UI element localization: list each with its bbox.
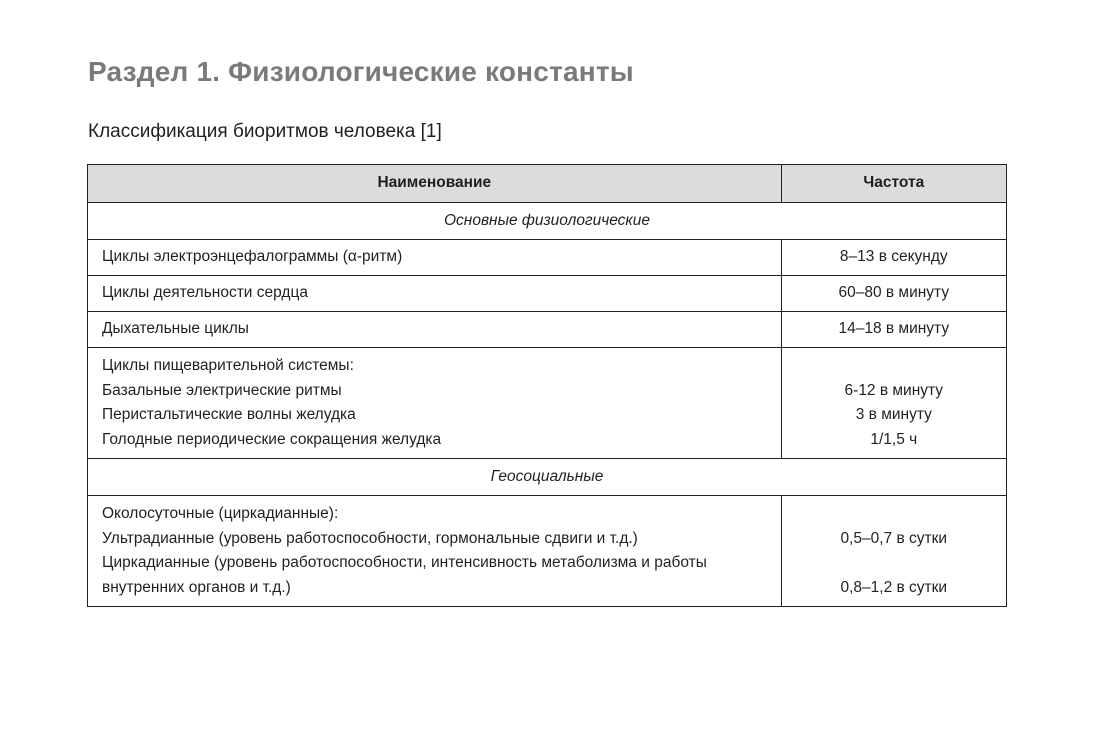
row-frequency-line: 0,5–0,7 в сутки	[840, 529, 948, 547]
table-row	[88, 276, 1007, 312]
row-name-line: Циклы пищеварительной системы:	[102, 357, 354, 374]
table-row	[88, 496, 1007, 607]
row-frequency: 8–13 в секунду	[781, 240, 1006, 276]
table-caption: Классификация биоритмов человека [1]	[88, 121, 442, 142]
row-frequency: 14–18 в минуту	[781, 312, 1006, 348]
row-name: Циклы электроэнцефалограммы (α-ритм)	[88, 240, 782, 276]
row-name-line: внутренних органов и т.д.)	[102, 578, 291, 596]
row-name-circadian	[88, 496, 782, 607]
row-name-line: Базальные электрические ритмы	[102, 381, 342, 399]
line-spacer	[796, 502, 992, 527]
row-frequency-line: 6-12 в минуту	[844, 381, 944, 399]
row-frequency-digestive	[781, 348, 1006, 459]
group-row	[88, 203, 1007, 240]
row-name-line: Перистальтические волны желудка	[102, 406, 356, 423]
line-spacer	[796, 354, 992, 379]
table-row	[88, 240, 1007, 276]
table-row	[88, 312, 1007, 348]
row-name-line: Околосуточные (циркадианные):	[102, 505, 339, 522]
row-frequency: 60–80 в минуту	[781, 276, 1006, 312]
row-frequency-line: 1/1,5 ч	[870, 430, 918, 448]
row-name-digestive	[88, 348, 782, 459]
header-frequency: Частота	[781, 165, 1006, 203]
row-frequency-circadian	[781, 496, 1006, 607]
line-spacer	[796, 551, 992, 576]
row-frequency-line: 3 в минуту	[855, 406, 932, 423]
biorhythm-table	[87, 164, 1007, 607]
header-name: Наименование	[88, 165, 782, 203]
group-row	[88, 459, 1007, 496]
group-label-geosocial: Геосоциальные	[88, 459, 1007, 496]
section-title: Раздел 1. Физиологические константы	[88, 56, 634, 87]
table-row	[88, 348, 1007, 459]
row-name-line: Циркадианные (уровень работоспособности, интенсивность метаболизма и работы	[102, 554, 707, 571]
group-label-physiological: Основные физиологические	[88, 203, 1007, 240]
row-name: Циклы деятельности сердца	[88, 276, 782, 312]
row-name-line: Ультрадианные (уровень работоспособности, гормональные сдвиги и т.д.)	[102, 529, 638, 547]
row-name: Дыхательные циклы	[88, 312, 782, 348]
table-header-row	[88, 165, 1007, 203]
row-name-line: Голодные периодические сокращения желудка	[102, 430, 442, 448]
row-frequency-line: 0,8–1,2 в сутки	[840, 578, 948, 596]
